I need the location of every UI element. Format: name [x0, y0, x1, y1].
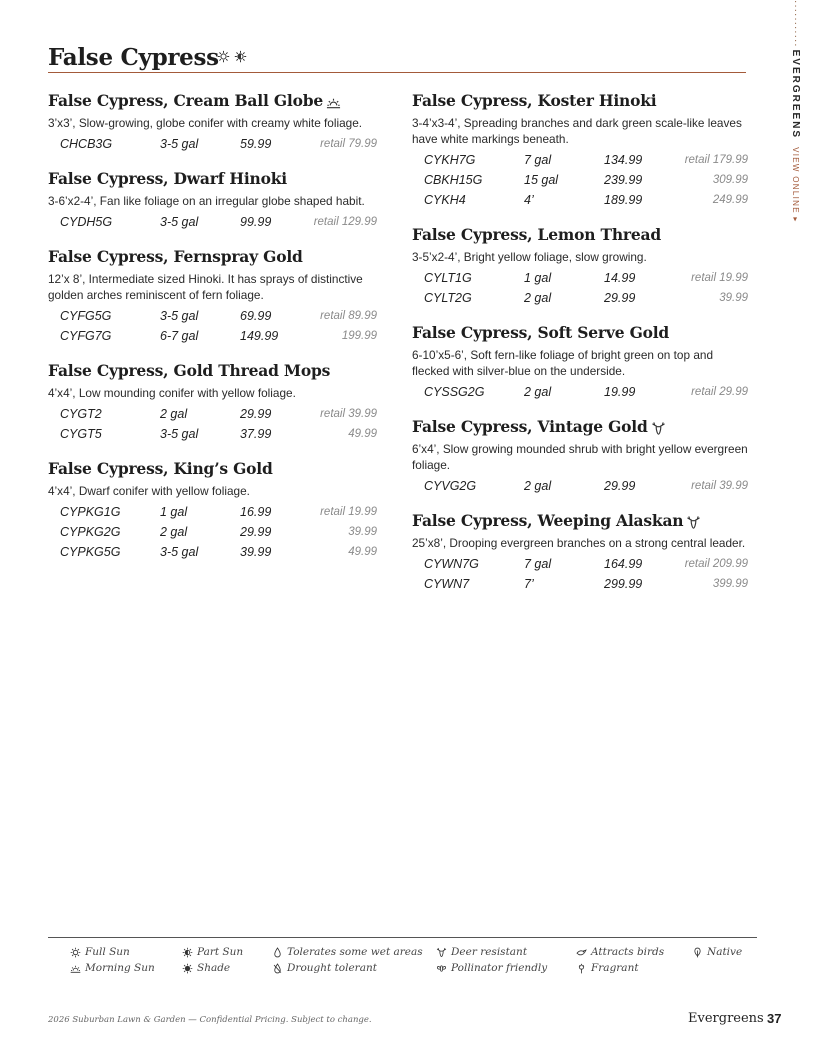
- sku-retail: 399.99: [712, 578, 748, 590]
- sku-size: 2 gal: [524, 479, 552, 493]
- product-name: [412, 508, 752, 534]
- bird-icon: [576, 947, 587, 958]
- footer-note: 2026 Suburban Lawn & Garden — Confidential Pricing. Subject to change.: [48, 1015, 372, 1025]
- product-name-text: False Cypress, King’s Gold: [48, 459, 273, 478]
- sku-size: 15 gal: [524, 173, 559, 187]
- product-name-text: False Cypress, Vintage Gold: [412, 417, 648, 436]
- sku-retail: retail 89.99: [320, 310, 377, 322]
- sku-size: 1 gal: [524, 271, 552, 285]
- product-name-text: False Cypress, Cream Ball Globe: [48, 91, 324, 110]
- sku-code: CYFG5G: [60, 309, 112, 323]
- sku-code: CYWN7: [424, 577, 470, 591]
- sku-size: 1 gal: [160, 505, 188, 519]
- product-description: 4’x4’, Low mounding conifer with yellow foliage.: [48, 386, 296, 400]
- sku-size: 3-5 gal: [160, 137, 199, 151]
- sku-row: [48, 134, 393, 154]
- sku-row: [412, 268, 752, 288]
- sku-retail: 249.99: [712, 194, 748, 206]
- sku-retail: retail 209.99: [684, 558, 748, 570]
- water-drop-icon: [272, 947, 283, 958]
- product-name-text: False Cypress, Lemon Thread: [412, 225, 662, 244]
- sku-price: 29.99: [604, 291, 636, 305]
- sku-size: 2 gal: [524, 291, 552, 305]
- sku-size: 6-7 gal: [160, 329, 199, 343]
- legend-label: Fragrant: [591, 962, 639, 974]
- side-tab-section: EVERGREENS: [790, 49, 801, 140]
- sku-row: [412, 288, 752, 308]
- page-title: False Cypress: [48, 44, 219, 71]
- sku-retail: 199.99: [341, 330, 377, 342]
- product-description: 3-4’x3-4’, Spreading branches and dark green scale-like leaves have white markings beneath.: [412, 116, 742, 146]
- sku-size: 7 gal: [524, 153, 552, 167]
- sku-code: CYVG2G: [424, 479, 477, 493]
- side-tab-dots: ···········: [790, 0, 801, 48]
- sku-code: CYPKG1G: [60, 505, 121, 519]
- deer-resistant-icon: [651, 421, 666, 436]
- sku-retail: retail 39.99: [320, 408, 377, 420]
- morning-sun-icon: [326, 95, 341, 110]
- sku-row: [48, 326, 393, 346]
- sun-icon: [217, 50, 230, 63]
- product-entry: [48, 88, 393, 154]
- sku-size: 3-5 gal: [160, 309, 199, 323]
- sku-code: CYKH7G: [424, 153, 476, 167]
- sku-code: CYPKG5G: [60, 545, 121, 559]
- product-description: 3-5’x2-4’, Bright yellow foliage, slow growing.: [412, 250, 647, 264]
- sku-code: CYWN7G: [424, 557, 479, 571]
- legend-label: Full Sun: [85, 946, 130, 958]
- product-description: 3-6’x2-4’, Fan like foliage on an irregular globe shaped habit.: [48, 194, 365, 208]
- product-column-left: [48, 88, 393, 574]
- product-entry: [412, 320, 752, 402]
- sku-row: [412, 382, 752, 402]
- product-description: 6’x4’, Slow growing mounded shrub with bright yellow evergreen foliage.: [412, 442, 748, 472]
- sku-price: 59.99: [240, 137, 272, 151]
- sku-retail: 39.99: [719, 292, 748, 304]
- legend-native: [692, 946, 742, 958]
- product-name-text: False Cypress, Fernspray Gold: [48, 247, 303, 266]
- legend-birds: [576, 946, 664, 958]
- shade-icon: [182, 963, 193, 974]
- sku-retail: retail 29.99: [691, 386, 748, 398]
- sku-size: 2 gal: [160, 407, 188, 421]
- sku-price: 29.99: [240, 525, 272, 539]
- sku-price: 189.99: [604, 193, 643, 207]
- product-name-text: False Cypress, Gold Thread Mops: [48, 361, 331, 380]
- sku-row: [412, 574, 752, 594]
- legend-label: Native: [707, 946, 743, 958]
- legend-label: Drought tolerant: [287, 962, 377, 974]
- sku-code: CYLT2G: [424, 291, 472, 305]
- product-name: [412, 414, 752, 440]
- sku-size: 3-5 gal: [160, 215, 199, 229]
- sku-size: 3-5 gal: [160, 545, 199, 559]
- legend-shade: [182, 962, 230, 974]
- sku-code: CYDH5G: [60, 215, 113, 229]
- legend-label: Deer resistant: [451, 946, 528, 958]
- sku-code: CYGT2: [60, 407, 102, 421]
- sku-price: 299.99: [604, 577, 643, 591]
- sku-row: [48, 542, 393, 562]
- legend-full-sun: [70, 946, 130, 958]
- legend-label: Morning Sun: [85, 962, 155, 974]
- sku-price: 149.99: [240, 329, 279, 343]
- product-entry: [48, 456, 393, 562]
- product-name: [48, 166, 393, 192]
- product-name-text: False Cypress, Koster Hinoki: [412, 91, 657, 110]
- sku-price: 16.99: [240, 505, 272, 519]
- sku-price: 14.99: [604, 271, 636, 285]
- legend-label: Pollinator friendly: [451, 962, 548, 974]
- sku-retail: retail 39.99: [691, 480, 748, 492]
- sku-row: [412, 170, 752, 190]
- sku-price: 99.99: [240, 215, 272, 229]
- pollinator-icon: [436, 963, 447, 974]
- sku-row: [412, 476, 752, 496]
- sku-price: 29.99: [240, 407, 272, 421]
- sku-code: CHCB3G: [60, 137, 113, 151]
- product-column-right: [412, 88, 752, 606]
- sku-retail: retail 179.99: [684, 154, 748, 166]
- morning-sun-icon: [70, 963, 81, 974]
- page-title-row: [48, 40, 746, 73]
- product-name: [412, 320, 752, 346]
- product-name: [412, 222, 752, 248]
- legend-label: Part Sun: [197, 946, 244, 958]
- part-sun-icon: [182, 947, 193, 958]
- product-description: 4’x4’, Dwarf conifer with yellow foliage.: [48, 484, 250, 498]
- sku-row: [48, 212, 393, 232]
- footer-section: Evergreens: [688, 1011, 764, 1026]
- product-name: [48, 358, 393, 384]
- sku-price: 29.99: [604, 479, 636, 493]
- sku-retail: 49.99: [348, 428, 377, 440]
- product-description: 3’x3’, Slow-growing, globe conifer with creamy white foliage.: [48, 116, 363, 130]
- sku-price: 134.99: [604, 153, 643, 167]
- product-description: 6-10’x5-6’, Soft fern-like foliage of bright green on top and flecked with silver-blue on the underside.: [412, 348, 714, 378]
- sku-retail: retail 129.99: [313, 216, 377, 228]
- sku-code: CYGT5: [60, 427, 102, 441]
- legend-fragrant: [576, 962, 639, 974]
- sku-row: [412, 554, 752, 574]
- legend-drought: [272, 962, 377, 974]
- native-icon: [692, 947, 703, 958]
- deer-resistant-icon: [686, 515, 701, 530]
- sku-retail: retail 19.99: [320, 506, 377, 518]
- icon-legend: [48, 937, 757, 987]
- fragrant-icon: [576, 963, 587, 974]
- drought-icon: [272, 963, 283, 974]
- sku-retail: retail 19.99: [691, 272, 748, 284]
- sku-row: [48, 306, 393, 326]
- sku-row: [412, 150, 752, 170]
- sku-row: [48, 502, 393, 522]
- sku-row: [48, 404, 393, 424]
- legend-label: Shade: [197, 962, 231, 974]
- sku-size: 2 gal: [524, 385, 552, 399]
- product-name-text: False Cypress, Soft Serve Gold: [412, 323, 670, 342]
- product-entry: [48, 244, 393, 346]
- legend-part-sun: [182, 946, 243, 958]
- sku-price: 19.99: [604, 385, 636, 399]
- sku-row: [48, 424, 393, 444]
- legend-label: Tolerates some wet areas: [287, 946, 423, 958]
- sku-retail: 39.99: [348, 526, 377, 538]
- legend-label: Attracts birds: [591, 946, 665, 958]
- product-entry: [48, 166, 393, 232]
- product-entry: [48, 358, 393, 444]
- title-icons: [217, 50, 247, 63]
- sku-size: 7’: [524, 577, 534, 591]
- product-entry: [412, 414, 752, 496]
- sku-price: 164.99: [604, 557, 643, 571]
- legend-morning-sun: [70, 962, 155, 974]
- product-name: [48, 244, 393, 270]
- sku-price: 239.99: [604, 173, 643, 187]
- sku-row: [412, 190, 752, 210]
- sku-price: 39.99: [240, 545, 272, 559]
- sku-row: [48, 522, 393, 542]
- sku-retail: 309.99: [712, 174, 748, 186]
- sku-price: 37.99: [240, 427, 272, 441]
- product-description: 12’x 8’, Intermediate sized Hinoki. It has sprays of distinctive golden arches reminiscent of fern foliage.: [48, 272, 363, 302]
- page-number: 37: [767, 1011, 782, 1026]
- product-entry: [412, 222, 752, 308]
- sku-code: CYFG7G: [60, 329, 112, 343]
- product-name: [412, 88, 752, 114]
- view-online-link[interactable]: VIEW ONLINE ▸: [791, 147, 800, 223]
- deer-resistant-icon: [436, 947, 447, 958]
- sku-code: CBKH15G: [424, 173, 483, 187]
- sku-retail: retail 79.99: [320, 138, 377, 150]
- product-name: [48, 88, 393, 114]
- sku-retail: 49.99: [348, 546, 377, 558]
- product-name-text: False Cypress, Weeping Alaskan: [412, 511, 684, 530]
- product-name: [48, 456, 393, 482]
- product-entry: [412, 508, 752, 594]
- legend-pollinator: [436, 962, 547, 974]
- product-name-text: False Cypress, Dwarf Hinoki: [48, 169, 287, 188]
- sku-price: 69.99: [240, 309, 272, 323]
- part-sun-icon: [234, 50, 247, 63]
- sku-code: CYPKG2G: [60, 525, 121, 539]
- sun-icon: [70, 947, 81, 958]
- sku-size: 3-5 gal: [160, 427, 199, 441]
- sku-size: 4’: [524, 193, 534, 207]
- product-entry: [412, 88, 752, 210]
- sku-code: CYKH4: [424, 193, 466, 207]
- sku-code: CYSSG2G: [424, 385, 485, 399]
- sku-size: 7 gal: [524, 557, 552, 571]
- sku-code: CYLT1G: [424, 271, 472, 285]
- legend-deer: [436, 946, 527, 958]
- product-description: 25’x8’, Drooping evergreen branches on a strong central leader.: [412, 536, 746, 550]
- sku-size: 2 gal: [160, 525, 188, 539]
- legend-wet: [272, 946, 423, 958]
- side-tab: [788, 0, 802, 230]
